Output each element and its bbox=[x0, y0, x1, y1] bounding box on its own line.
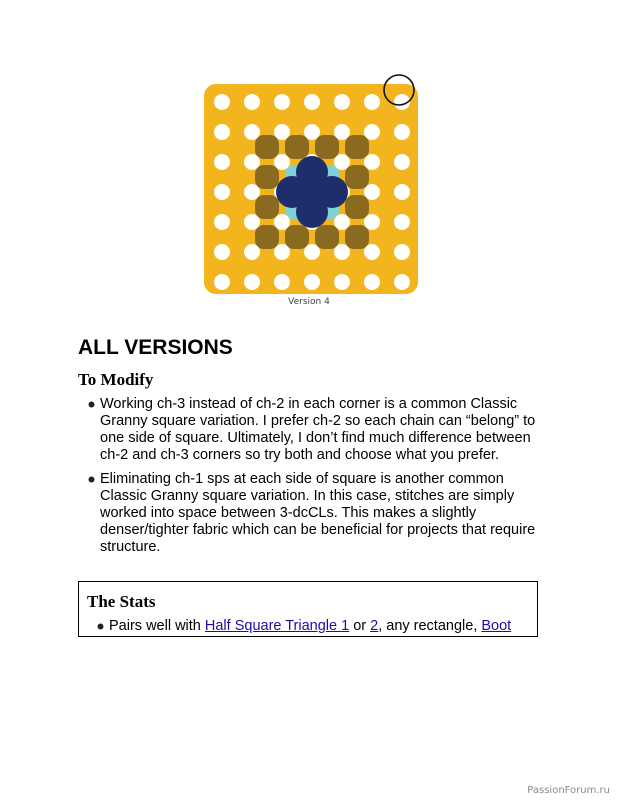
chain-space bbox=[394, 184, 410, 200]
chain-space bbox=[274, 274, 290, 290]
stitch-cluster bbox=[255, 195, 279, 219]
chain-space bbox=[334, 214, 350, 230]
watermark: PassionForum.ru bbox=[527, 785, 610, 796]
chain-space bbox=[334, 94, 350, 110]
stitch-cluster bbox=[285, 255, 309, 279]
link-half-square-triangle-2[interactable]: 2 bbox=[370, 618, 379, 634]
chain-space bbox=[214, 124, 230, 140]
stitch-cluster bbox=[375, 225, 399, 249]
chain-space bbox=[304, 124, 320, 140]
chain-space bbox=[274, 154, 290, 170]
stitch-cluster bbox=[225, 165, 249, 189]
chain-space bbox=[364, 274, 380, 290]
chain-space bbox=[214, 154, 230, 170]
chain-space bbox=[394, 214, 410, 230]
link-boot[interactable]: Boot bbox=[481, 618, 512, 634]
chain-space bbox=[394, 154, 410, 170]
stitch-cluster bbox=[225, 195, 249, 219]
chain-space bbox=[244, 94, 260, 110]
list-item-text: Working ch-3 instead of ch-2 in each corner is a common Classic Granny square variation. I prefer ch-2 so each chain can “belong” to one side of square. Ultimately, I don’t find much difference between ch-2 and ch-3 corners so try both and choose what you prefer. bbox=[100, 396, 536, 463]
chain-space bbox=[334, 124, 350, 140]
chain-space bbox=[334, 274, 350, 290]
stitch-cluster bbox=[315, 135, 339, 159]
chain-space bbox=[274, 244, 290, 260]
chain-space bbox=[214, 184, 230, 200]
stitch-cluster bbox=[375, 165, 399, 189]
granny-square-illustration bbox=[196, 70, 426, 300]
stats-box bbox=[78, 581, 538, 637]
chain-space bbox=[334, 154, 350, 170]
chain-space bbox=[244, 184, 260, 200]
list-item bbox=[78, 396, 548, 464]
list-item bbox=[87, 618, 537, 635]
stitch-cluster bbox=[285, 105, 309, 129]
chain-space bbox=[364, 94, 380, 110]
chain-space bbox=[214, 214, 230, 230]
bullet-icon bbox=[88, 401, 95, 408]
stitch-cluster bbox=[225, 105, 249, 129]
chain-space bbox=[394, 244, 410, 260]
chain-space bbox=[394, 124, 410, 140]
to-modify-heading: To Modify bbox=[78, 370, 154, 389]
chain-space bbox=[274, 124, 290, 140]
stitch-cluster bbox=[345, 225, 369, 249]
bullet-icon bbox=[97, 623, 104, 630]
chain-space bbox=[244, 244, 260, 260]
stitch-cluster bbox=[345, 135, 369, 159]
stitch-cluster bbox=[285, 225, 309, 249]
chain-space bbox=[304, 94, 320, 110]
list-item-text: Eliminating ch-1 sps at each side of square is another common Classic Granny square variation. In this case, stitches are simply worked into space between 3-dcCLs. This makes a slightly denser/tighter fabric which can be beneficial for projects that require structure. bbox=[100, 471, 536, 555]
stitch-cluster bbox=[255, 165, 279, 189]
stitch-cluster bbox=[255, 105, 279, 129]
stitch-cluster bbox=[345, 165, 369, 189]
link-half-square-triangle-1[interactable]: Half Square Triangle 1 bbox=[204, 618, 350, 634]
chain-space bbox=[394, 274, 410, 290]
center-petal bbox=[294, 174, 330, 210]
figure-caption: Version 4 bbox=[288, 297, 330, 307]
stats-text-prefix: Pairs well with bbox=[109, 618, 205, 634]
chain-space bbox=[274, 214, 290, 230]
to-modify-list bbox=[78, 396, 548, 556]
chain-space bbox=[214, 244, 230, 260]
stats-text-sep1: or bbox=[349, 618, 371, 634]
stats-list bbox=[87, 618, 537, 635]
stitch-cluster bbox=[375, 135, 399, 159]
stitch-cluster bbox=[225, 135, 249, 159]
list-item bbox=[78, 471, 548, 556]
chain-space bbox=[244, 124, 260, 140]
chain-space bbox=[364, 244, 380, 260]
stitch-cluster bbox=[375, 105, 399, 129]
stitch-cluster bbox=[345, 255, 369, 279]
stitch-cluster bbox=[345, 195, 369, 219]
chain-space bbox=[334, 244, 350, 260]
chain-space bbox=[304, 244, 320, 260]
chain-space bbox=[364, 184, 380, 200]
chain-space bbox=[274, 94, 290, 110]
stitch-cluster bbox=[375, 195, 399, 219]
chain-space bbox=[244, 274, 260, 290]
stitch-cluster bbox=[375, 255, 399, 279]
stitch-cluster bbox=[255, 225, 279, 249]
stitch-cluster bbox=[225, 225, 249, 249]
bullet-icon bbox=[88, 476, 95, 483]
stitch-cluster bbox=[225, 255, 249, 279]
stats-text-sep2: , any rectangle, bbox=[378, 618, 482, 634]
stitch-cluster bbox=[315, 105, 339, 129]
chain-space bbox=[214, 94, 230, 110]
section-title: ALL VERSIONS bbox=[78, 336, 233, 359]
chain-space bbox=[364, 214, 380, 230]
stats-heading: The Stats bbox=[87, 592, 156, 611]
granny-square-photo bbox=[196, 70, 426, 300]
chain-space bbox=[214, 274, 230, 290]
stitch-cluster bbox=[255, 255, 279, 279]
stitch-cluster bbox=[315, 225, 339, 249]
chain-space bbox=[304, 274, 320, 290]
chain-space bbox=[364, 124, 380, 140]
stitch-cluster bbox=[255, 135, 279, 159]
stitch-cluster bbox=[285, 135, 309, 159]
chain-space bbox=[244, 214, 260, 230]
stitch-cluster bbox=[345, 105, 369, 129]
chain-space bbox=[364, 154, 380, 170]
chain-space bbox=[244, 154, 260, 170]
stitch-cluster bbox=[315, 255, 339, 279]
